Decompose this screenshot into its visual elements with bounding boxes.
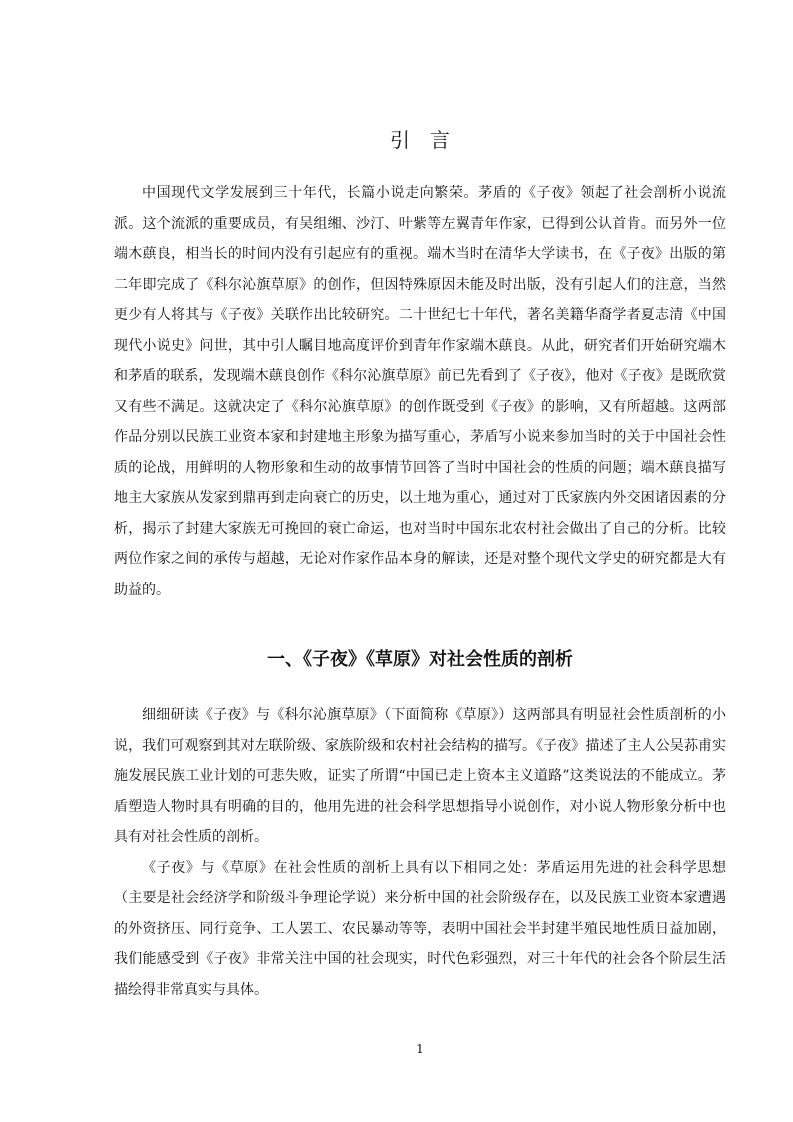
section-heading: 一、《子夜》《草原》对社会性质的剖析 bbox=[267, 649, 573, 670]
intro-paragraph: 中国现代文学发展到三十年代，长篇小说走向繁荣。茅盾的《子夜》领起了社会剖析小说流派。这个流派的重要成员，有吴组缃、沙汀、叶紫等左翼青年作家，已得到公认首肯。而另外一位端木蕻良，相当长的时间内没有引起应有的重视。端木当时在清华大学读书，在《子夜》出版的第二年即完成了《科尔沁旗草原》的创作，但因特殊原因未能及时出版，没有引起人们的注意，当然更少有人将其与《子夜》关联作出比较研究。二十世纪七十年代，著名美籍华裔学者夏志清《中国现代小说史》问世，其中引人瞩目地高度评价到青年作家端木蕻良。从此，研究者们开始研究端木和茅盾的联系，发现端木蕻良创作《科尔沁旗草原》前已先看到了《子夜》，他对《子夜》是既欣赏又有些不满足。这就决定了《科尔沁旗草原》的创作既受到《子夜》的影响，又有所超越。这两部作品分别以民族工业资本家和封建地主形象为描写重心，茅盾写小说来参加当时的关于中国社会性质的论战，用鲜明的人物形象和生动的故事情节回答了当时中国社会的性质的问题；端木蕻良描写地主大家族从发家到鼎再到走向衰亡的历史，以土地为重心，通过对丁氏家族内外交困诸因素的分析，揭示了封建大家族无可挽回的衰亡命运，也对当时中国东北农村社会做出了自己的分析。比较两位作家之间的承传与超越，无论对作家作品本身的解读，还是对整个现代文学史的研究都是大有助益的。 bbox=[114, 185, 726, 598]
title-char-2: 言 bbox=[430, 128, 450, 152]
section-paragraph-2: 《子夜》与《草原》在社会性质的剖析上具有以下相同之处：茅盾运用先进的社会科学思想（主要是社会经济学和阶级斗争理论学说）来分析中国的社会阶级存在，以及民族工业资本家遭遇的外资挤压、同行竞争、工人罢工、农民暴动等等，表明中国社会半封建半殖民地性质日益加剧，我们能感受到《子夜》非常关注中国的社会现实，时代色彩强烈，对三十年代的社会各个阶层生活描绘得非常真实与具体。 bbox=[114, 859, 726, 998]
page-title bbox=[114, 124, 726, 153]
title-char-1: 引 bbox=[390, 128, 410, 152]
intro-section bbox=[114, 178, 726, 605]
section-paragraph-1: 细细研读《子夜》与《科尔沁旗草原》（下面简称《草原》）这两部具有明显社会性质剖析的小说，我们可观察到其对左联阶级、家族阶级和农村社会结构的描写。《子夜》描述了主人公吴荪甫实施发展民族工业计划的可悲失败，证实了所谓“中国已走上资本主义道路”这类说法的不能成立。茅盾塑造人物时具有明确的目的，他用先进的社会科学思想指导小说创作，对小说人物形象分析中也具有对社会性质的剖析。 bbox=[114, 707, 726, 845]
section-body bbox=[114, 700, 726, 1005]
page-number: 1 bbox=[416, 1042, 424, 1056]
